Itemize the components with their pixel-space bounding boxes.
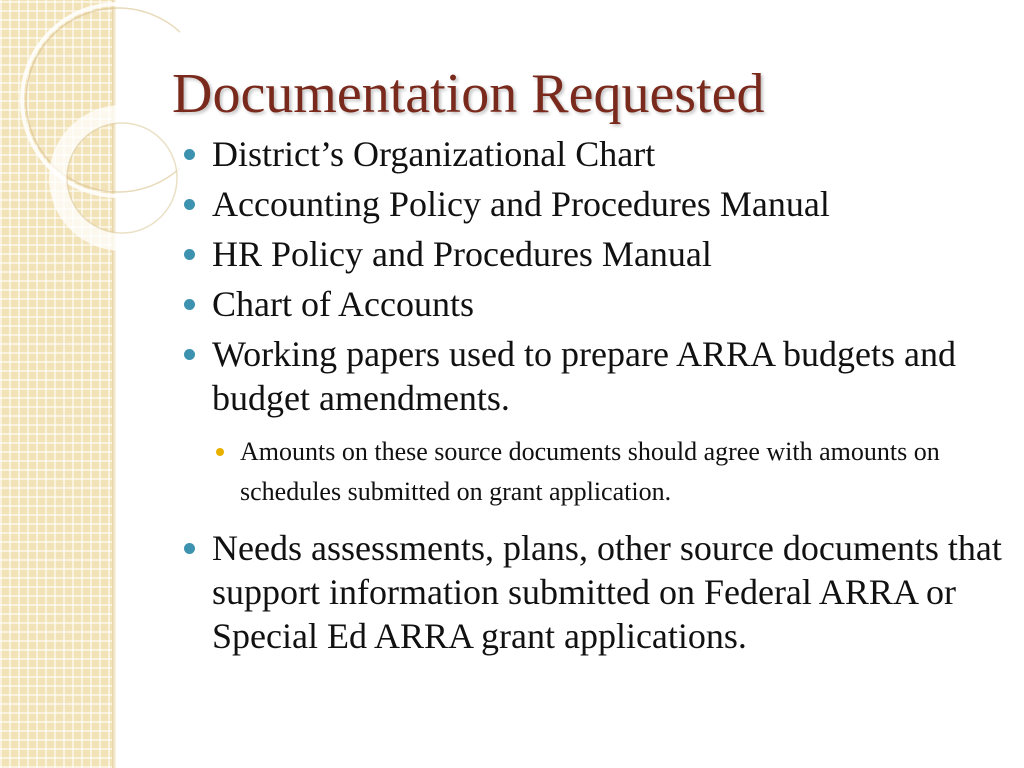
bullet-item [212,132,1002,176]
bullet-marker-icon [184,543,195,554]
bullet-marker-icon [184,299,195,310]
bullet-text: Accounting Policy and Procedures Manual [212,184,830,224]
bullet-text: Working papers used to prepare ARRA budgets and budget amendments. [212,334,956,418]
sub-bullet-marker-icon [216,448,224,456]
bullet-item [212,232,1002,276]
bullet-marker-icon [184,349,195,360]
slide-title: Documentation Requested [172,63,765,125]
sub-bullet-list [240,432,1002,512]
bullet-text: Needs assessments, plans, other source documents that support information submitted on Federal ARRA or Special Ed ARRA grant applications. [212,528,1002,656]
bullet-marker-icon [184,199,195,210]
bullet-item [212,526,1002,658]
sub-bullet-item [240,432,1002,512]
bullet-text: HR Policy and Procedures Manual [212,234,712,274]
bullet-marker-icon [184,149,195,160]
decorative-rings [0,0,180,260]
bullet-text: Chart of Accounts [212,284,474,324]
bullet-item [212,282,1002,326]
sub-bullet-text: Amounts on these source documents should agree with amounts on schedules submitted on grant application. [240,437,940,506]
bullet-item [212,182,1002,226]
bullet-list [212,132,1002,664]
bullet-marker-icon [184,249,195,260]
bullet-text: District’s Organizational Chart [212,134,656,174]
bullet-item [212,332,1002,512]
